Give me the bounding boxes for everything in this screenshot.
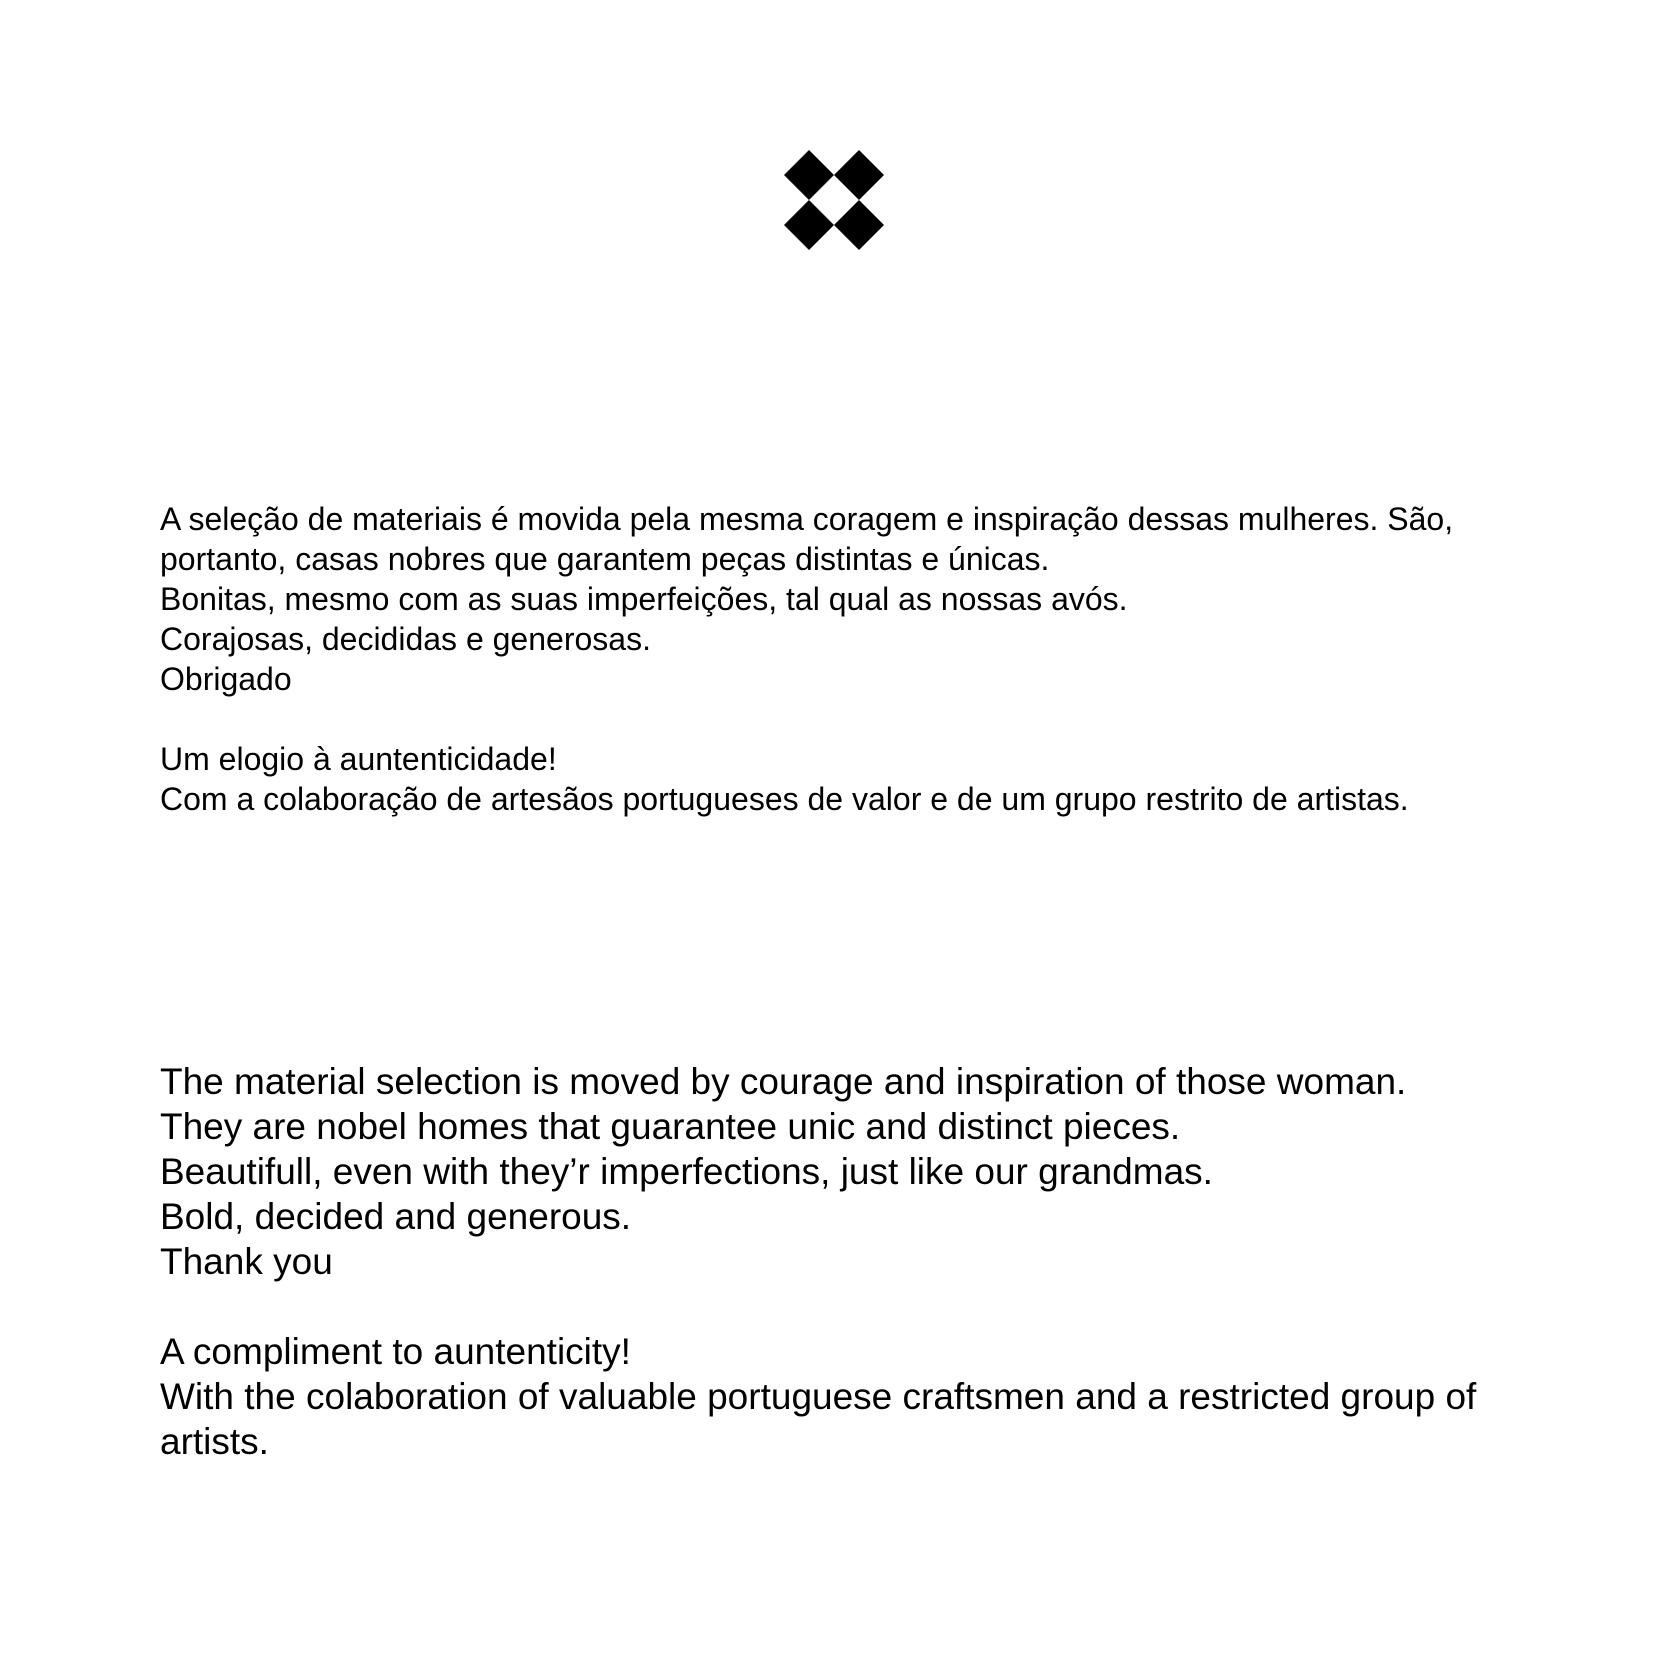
- en-line: With the colaboration of valuable portuguese craftsmen and a restricted group of: [160, 1376, 1477, 1417]
- en-line: Thank you: [160, 1241, 333, 1282]
- four-diamond-logo-icon: [784, 150, 884, 250]
- en-line: artists.: [160, 1421, 269, 1462]
- en-line: The material selection is moved by courage and inspiration of those woman.: [160, 1061, 1407, 1102]
- pt-line: Bonitas, mesmo com as suas imperfeições, tal qual as nossas avós.: [160, 581, 1128, 617]
- pt-line: Corajosas, decididas e generosas.: [160, 621, 651, 657]
- en-line: A compliment to auntenticity!: [160, 1331, 631, 1372]
- en-line: Bold, decided and generous.: [160, 1196, 632, 1237]
- pt-line: Um elogio à auntenticidade!: [160, 741, 557, 777]
- paragraph-spacer: [160, 1284, 1560, 1329]
- en-line: Beautifull, even with they’r imperfections, just like our grandmas.: [160, 1151, 1213, 1192]
- english-text: [160, 1059, 1560, 1464]
- brand-logo: [784, 150, 884, 250]
- paragraph-spacer: [160, 699, 1560, 739]
- pt-line: Obrigado: [160, 661, 292, 697]
- pt-line: Com a colaboração de artesãos portugueses de valor e de um grupo restrito de artistas.: [160, 781, 1409, 817]
- en-line: They are nobel homes that guarantee unic and distinct pieces.: [160, 1106, 1181, 1147]
- portuguese-text: [160, 499, 1560, 819]
- pt-line: portanto, casas nobres que garantem peças distintas e únicas.: [160, 541, 1050, 577]
- pt-line: A seleção de materiais é movida pela mesma coragem e inspiração dessas mulheres. São,: [160, 501, 1454, 537]
